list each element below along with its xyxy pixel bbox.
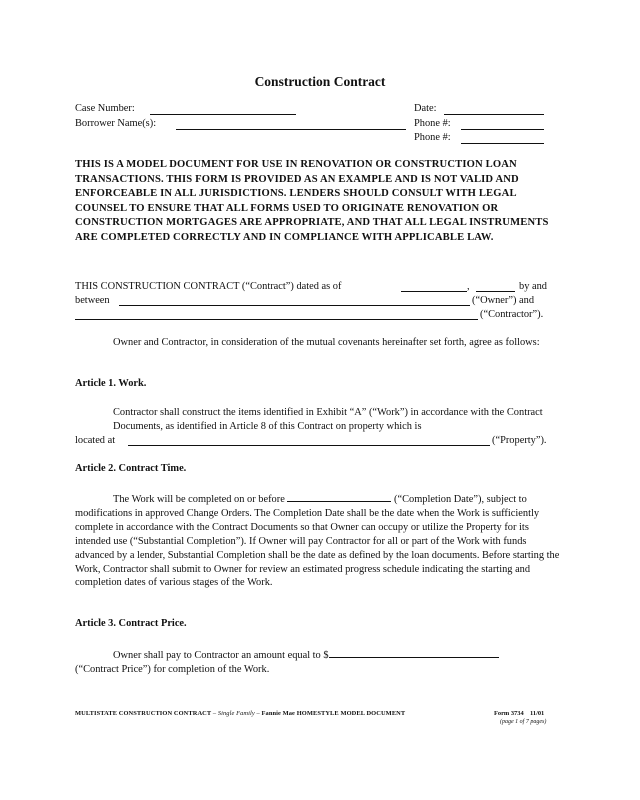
phone-field-2[interactable] [461,143,544,144]
date-field[interactable] [444,114,544,115]
located-at-label: located at [75,435,116,446]
contract-price-field[interactable] [329,647,499,658]
intro-comma: , [467,281,470,292]
article-2-heading: Article 2. Contract Time. [75,463,187,474]
contractor-label: (“Contractor”). [480,309,544,320]
contract-date-field[interactable] [401,291,467,292]
owner-name-field[interactable] [119,305,470,306]
article-3-heading: Article 3. Contract Price. [75,618,187,629]
footer-form-number [494,710,544,717]
article-1-heading: Article 1. Work. [75,378,147,389]
intro-between: between [75,295,110,306]
document-title: Construction Contract [254,74,386,89]
article-1-text: Contractor shall construct the items identified in Exhibit “A” (“Work”) in accordance with the Contract Documents, as identified in Article 8 of this Contract on property which is [113,407,543,432]
article-3-text-b: (“Contract Price”) for completion of the Work. [75,663,270,675]
property-label: (“Property”). [492,435,547,446]
borrower-name-label: Borrower Name(s): [75,118,157,129]
article-1-paragraph [75,406,567,434]
article-2-paragraph [75,491,567,590]
preamble-text: Owner and Contractor, in consideration of the mutual covenants hereinafter set forth, agree as follows: [113,337,540,348]
article-3-text-a: Owner shall pay to Contractor an amount equal to $ [113,650,329,661]
case-number-field[interactable] [150,114,296,115]
footer-document-name [75,710,405,717]
disclaimer-notice: THIS IS A MODEL DOCUMENT FOR USE IN RENOVATION OR CONSTRUCTION LOAN TRANSACTIONS. THIS FORM IS PROVIDED AS AN EXAMPLE AND IS NOT VALID AND ENFORCEABLE IN ALL JURISDICTIONS. LENDERS SHOULD CONSULT WITH LEGAL COUNSEL TO ENSURE THAT ALL FORMS USED TO ORIGINATE RENOVATION OR CONSTRUCTION MORTGAGES ARE APPROPRIATE, AND THAT ALL LEGAL INSTRUMENTS ARE COMPLETED CORRECTLY AND IN COMPLIANCE WITH APPLICABLE LAW. [75,159,549,243]
footer-date: 11/01 [530,710,545,717]
borrower-name-field[interactable] [176,129,406,130]
property-address-field[interactable] [128,445,490,446]
footer-page-number: (page 1 of 7 pages) [500,719,547,725]
footer-family-type: – Single Family – [212,710,260,717]
article-2-text-b: (“Completion Date”), subject to modifications in approved Change Orders. The Completion Date shall be the date when the Work is sufficiently complete in accordance with the Contract Documents so that Owner can occupy or utilize the Property for its intended use (“Substantial Completion”). If Owner will pay Contractor for all or part of the Work with funds advanced by a lender, Substantial Completion shall be the date as defined by the loan documents. Before starting the Work, Contractor shall submit to Owner for review an estimated progress schedule indicating the starting and completion dates of various stages of the Work. [75,494,560,589]
contractor-name-field[interactable] [75,319,478,320]
footer-form: Form 3734 [494,710,524,717]
phone-label-2: Phone #: [414,132,451,143]
footer-model-document: Fannie Mae HOMESTYLE MODEL DOCUMENT [261,710,406,717]
footer-form-title: MULTISTATE CONSTRUCTION CONTRACT [75,710,212,717]
date-label: Date: [414,103,437,114]
phone-label-1: Phone #: [414,118,451,129]
completion-date-field[interactable] [287,491,391,502]
preamble-paragraph [75,336,567,350]
phone-field-1[interactable] [461,129,544,130]
intro-by-and: by and [519,281,547,292]
article-2-text-a: The Work will be completed on or before [113,494,285,505]
case-number-label: Case Number: [75,103,135,114]
article-3-paragraph [75,647,567,677]
contract-year-field[interactable] [476,291,515,292]
owner-label: (“Owner”) and [472,295,535,306]
intro-line1-text: THIS CONSTRUCTION CONTRACT (“Contract”) dated as of [75,281,342,292]
